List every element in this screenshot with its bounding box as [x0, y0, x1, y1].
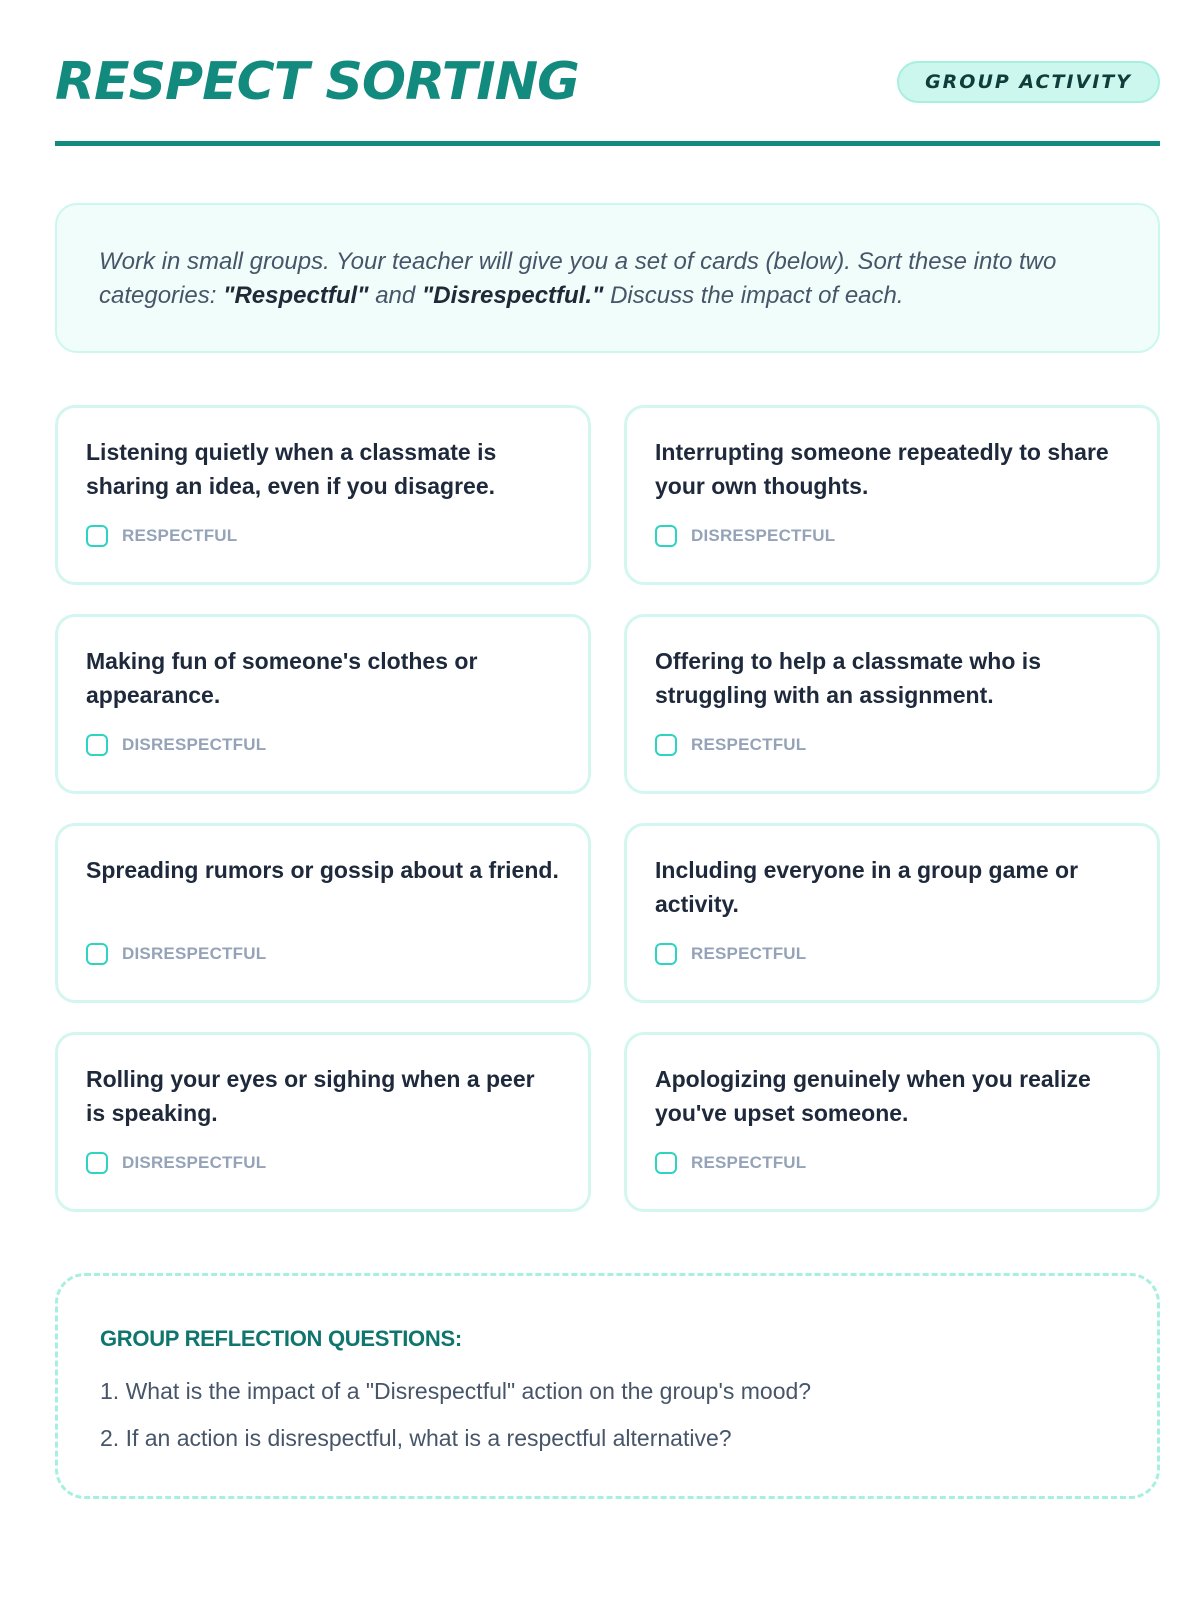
checkbox-icon[interactable]: [86, 1152, 108, 1174]
instructions-category-respectful: "Respectful": [223, 282, 369, 309]
card-text: Listening quietly when a classmate is sharing an idea, even if you disagree.: [86, 439, 497, 499]
card-category[interactable]: [655, 943, 1129, 965]
reflection-question: 2. If an action is disrespectful, what is a respectful alternative?: [100, 1425, 732, 1451]
card-text: Rolling your eyes or sighing when a peer is speaking.: [86, 1066, 535, 1126]
card-text: Making fun of someone's clothes or appearance.: [86, 648, 478, 708]
category-label: DISRESPECTFUL: [691, 526, 836, 545]
card-category[interactable]: [86, 943, 560, 965]
sorting-card[interactable]: [55, 1032, 591, 1212]
instructions-category-disrespectful: "Disrespectful.": [421, 282, 604, 309]
category-label: DISRESPECTFUL: [122, 1153, 267, 1172]
card-category[interactable]: [655, 734, 1129, 756]
instructions-text-3: Discuss the impact of each.: [603, 282, 904, 309]
card-category[interactable]: [655, 1152, 1129, 1174]
card-text: Offering to help a classmate who is struggling with an assignment.: [655, 648, 1041, 708]
category-label: RESPECTFUL: [691, 735, 807, 754]
card-category[interactable]: [86, 734, 560, 756]
reflection-box: [55, 1273, 1160, 1499]
instructions-box: [55, 203, 1160, 353]
reflection-title: GROUP REFLECTION QUESTIONS:: [100, 1326, 462, 1351]
sorting-card[interactable]: [55, 823, 591, 1003]
instructions-text-1: Work in small groups. Your teacher will give you a set of cards (below). Sort these into two categories:: [99, 248, 1057, 309]
reflection-question: 1. What is the impact of a "Disrespectful" action on the group's mood?: [100, 1378, 812, 1404]
checkbox-icon[interactable]: [86, 734, 108, 756]
sorting-card[interactable]: [624, 1032, 1160, 1212]
card-text: Interrupting someone repeatedly to share your own thoughts.: [655, 439, 1109, 499]
group-activity-badge: GROUP ACTIVITY: [897, 61, 1160, 103]
category-label: RESPECTFUL: [691, 1153, 807, 1172]
instructions-text-2: and: [368, 282, 422, 309]
category-label: RESPECTFUL: [122, 526, 238, 545]
card-text: Including everyone in a group game or activity.: [655, 857, 1079, 917]
page-title: RESPECT SORTING: [55, 52, 579, 112]
checkbox-icon[interactable]: [86, 525, 108, 547]
sorting-card[interactable]: [55, 614, 591, 794]
card-category[interactable]: [655, 525, 1129, 547]
checkbox-icon[interactable]: [655, 525, 677, 547]
category-label: RESPECTFUL: [691, 944, 807, 963]
checkbox-icon[interactable]: [86, 943, 108, 965]
category-label: DISRESPECTFUL: [122, 944, 267, 963]
checkbox-icon[interactable]: [655, 943, 677, 965]
header: [55, 52, 1160, 112]
sorting-card[interactable]: [624, 405, 1160, 585]
header-divider: [55, 141, 1160, 146]
category-label: DISRESPECTFUL: [122, 735, 267, 754]
checkbox-icon[interactable]: [655, 1152, 677, 1174]
sorting-card[interactable]: [624, 614, 1160, 794]
card-text: Apologizing genuinely when you realize you've upset someone.: [655, 1066, 1091, 1126]
sorting-card[interactable]: [624, 823, 1160, 1003]
card-category[interactable]: [86, 525, 560, 547]
checkbox-icon[interactable]: [655, 734, 677, 756]
card-category[interactable]: [86, 1152, 560, 1174]
sorting-card[interactable]: [55, 405, 591, 585]
card-text: Spreading rumors or gossip about a friend.: [86, 857, 559, 883]
